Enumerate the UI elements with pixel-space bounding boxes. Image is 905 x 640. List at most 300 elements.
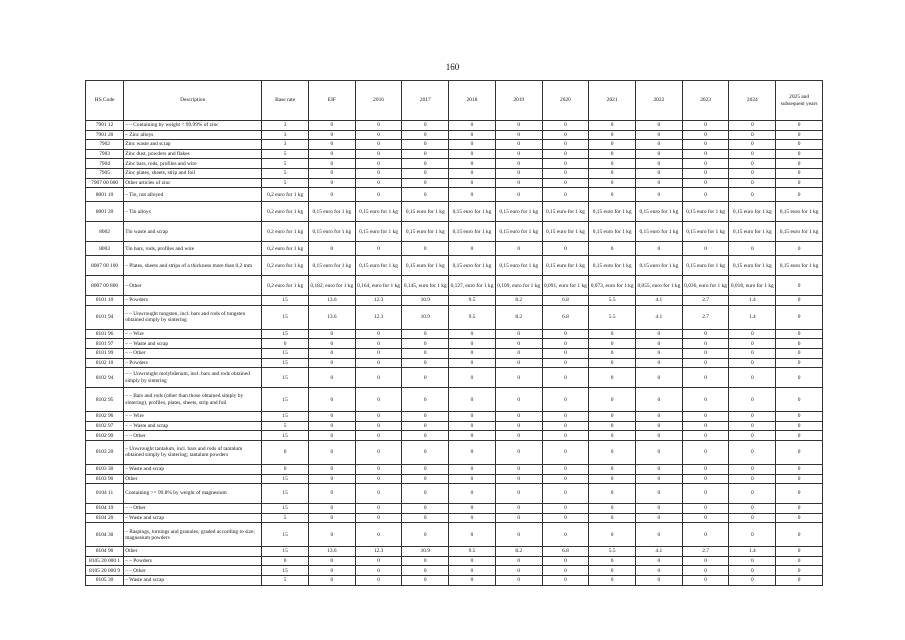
description-cell: – – Wire [124, 329, 262, 339]
rate-cell: 0 [495, 149, 542, 159]
rate-cell: 0 [729, 242, 776, 256]
rate-cell: 0 [589, 421, 636, 431]
hs-code-cell: 8102 94 [86, 368, 124, 388]
hs-code-cell: 8103 90 [86, 474, 124, 484]
table-row [86, 130, 823, 140]
rate-cell: 0 [776, 368, 823, 388]
rate-cell: 0 [729, 474, 776, 484]
rate-cell: 0,15 euro for 1 kg [355, 222, 402, 242]
description-cell: Zinc bars, rods, profiles and wire [124, 159, 262, 169]
description-cell: – Waste and scrap [124, 464, 262, 474]
hs-code-cell: 8102 97 [86, 421, 124, 431]
rate-cell: 12.3 [355, 547, 402, 557]
hs-code-cell: 8001 10 [86, 188, 124, 202]
rate-cell: 0 [262, 556, 309, 566]
description-cell: – Other [124, 276, 262, 296]
rate-cell: 0,2 euro for 1 kg [262, 188, 309, 202]
table-row [86, 388, 823, 412]
rate-cell: 5 [262, 513, 309, 523]
table-row [86, 504, 823, 514]
rate-cell: 0 [308, 339, 355, 349]
hs-code-cell: 7904 [86, 159, 124, 169]
table-row [86, 339, 823, 349]
rate-cell: 0 [682, 412, 729, 422]
rate-cell: 0 [308, 188, 355, 202]
rate-cell: 0,15 euro for 1 kg [308, 256, 355, 276]
rate-cell: 0 [402, 504, 449, 514]
rate-cell: 0 [776, 130, 823, 140]
hs-code-cell: 8105 20 000 1 [86, 556, 124, 566]
hs-code-cell: 8101 97 [86, 339, 124, 349]
rate-cell: 4.1 [636, 547, 683, 557]
rate-cell: 0 [449, 188, 496, 202]
rate-cell: 15 [262, 431, 309, 441]
rate-cell: 0 [402, 388, 449, 412]
rate-cell: 0 [402, 149, 449, 159]
rate-cell: 5.5 [589, 296, 636, 306]
rate-cell: 0 [776, 523, 823, 547]
description-cell: Tin waste and scrap [124, 222, 262, 242]
rate-cell: 0 [355, 121, 402, 131]
rate-cell: 0 [495, 431, 542, 441]
rate-cell: 0 [355, 188, 402, 202]
rate-cell: 0 [355, 368, 402, 388]
rate-cell: 9.5 [449, 296, 496, 306]
rate-cell: 0,15 euro for 1 kg [449, 256, 496, 276]
rate-cell: 0 [776, 412, 823, 422]
hs-code-cell: 8105 20 000 9 [86, 566, 124, 576]
hs-code-cell: 7903 [86, 149, 124, 159]
table-row [86, 178, 823, 188]
rate-cell: 0 [682, 329, 729, 339]
table-row [86, 421, 823, 431]
rate-cell: 0,073, euro for 1 kg [589, 276, 636, 296]
rate-cell: 0 [589, 149, 636, 159]
rate-cell: 0,127, euro for 1 kg [449, 276, 496, 296]
rate-cell: 0,15 euro for 1 kg [682, 256, 729, 276]
column-header: 2023 [682, 81, 729, 121]
rate-cell: 0 [308, 242, 355, 256]
rate-cell: 0 [729, 348, 776, 358]
rate-cell: 0 [495, 130, 542, 140]
rate-cell: 0 [495, 140, 542, 150]
rate-cell: 0 [636, 149, 683, 159]
rate-cell: 0 [355, 504, 402, 514]
rate-cell: 13.6 [308, 305, 355, 329]
rate-cell: 0 [355, 431, 402, 441]
rate-cell: 0 [636, 431, 683, 441]
rate-cell: 0,2 euro for 1 kg [262, 256, 309, 276]
rate-cell: 0 [589, 464, 636, 474]
rate-cell: 0 [542, 188, 589, 202]
rate-cell: 0 [495, 358, 542, 368]
rate-cell: 1.4 [729, 305, 776, 329]
rate-cell: 0 [402, 431, 449, 441]
hs-code-cell: 8104 90 [86, 547, 124, 557]
hs-code-cell: 8104 19 [86, 504, 124, 514]
table-row [86, 305, 823, 329]
rate-cell: 0 [776, 188, 823, 202]
rate-cell: 0,15 euro for 1 kg [308, 222, 355, 242]
rate-cell: 0 [729, 440, 776, 464]
rate-cell: 0 [308, 121, 355, 131]
rate-cell: 6.8 [542, 305, 589, 329]
rate-cell: 0,2 euro for 1 kg [262, 276, 309, 296]
rate-cell: 0 [449, 464, 496, 474]
rate-cell: 0 [355, 576, 402, 586]
rate-cell: 0 [355, 388, 402, 412]
rate-cell: 0 [355, 412, 402, 422]
rate-cell: 0 [542, 339, 589, 349]
rate-cell: 9.5 [449, 305, 496, 329]
rate-cell: 12.3 [355, 296, 402, 306]
rate-cell: 0 [402, 523, 449, 547]
description-cell: – Plates, sheets and strips of a thickness more than 0,2 mm [124, 256, 262, 276]
rate-cell: 0 [636, 513, 683, 523]
rate-cell: 0 [355, 168, 402, 178]
rate-cell: 0 [729, 566, 776, 576]
rate-cell: 0 [729, 339, 776, 349]
rate-cell: 0 [308, 388, 355, 412]
rate-cell: 0 [308, 358, 355, 368]
rate-cell: 0 [542, 368, 589, 388]
rate-cell: 15 [262, 566, 309, 576]
rate-cell: 15 [262, 412, 309, 422]
rate-cell: 0,15 euro for 1 kg [589, 222, 636, 242]
rate-cell: 0 [776, 440, 823, 464]
rate-cell: 0 [636, 576, 683, 586]
rate-cell: 0 [449, 140, 496, 150]
rate-cell: 0 [776, 296, 823, 306]
rate-cell: 0,15 euro for 1 kg [636, 202, 683, 222]
rate-cell: 0 [495, 513, 542, 523]
rate-cell: 0 [636, 188, 683, 202]
rate-cell: 0 [682, 421, 729, 431]
column-header: 2017 [402, 81, 449, 121]
rate-cell: 0 [542, 348, 589, 358]
rate-cell: 0 [355, 140, 402, 150]
hs-code-cell: 7907 00 000 [86, 178, 124, 188]
rate-cell: 1.4 [729, 296, 776, 306]
description-cell: Tin bars, rods, profiles and wire [124, 242, 262, 256]
rate-cell: 0 [776, 513, 823, 523]
rate-cell: 0,15 euro for 1 kg [589, 202, 636, 222]
rate-cell: 0 [308, 178, 355, 188]
rate-cell: 2.7 [682, 547, 729, 557]
rate-cell: 0 [402, 348, 449, 358]
rate-cell: 0 [495, 388, 542, 412]
rate-cell: 0 [682, 168, 729, 178]
rate-cell: 0 [495, 339, 542, 349]
rate-cell: 0 [402, 358, 449, 368]
rate-cell: 0 [308, 140, 355, 150]
rate-cell: 0 [495, 159, 542, 169]
rate-cell: 0 [776, 305, 823, 329]
rate-cell: 0 [729, 504, 776, 514]
rate-cell: 12.3 [355, 305, 402, 329]
rate-cell: 0 [636, 523, 683, 547]
table-row [86, 358, 823, 368]
rate-cell: 0,018, euro for 1 kg [729, 276, 776, 296]
description-cell: Zinc plates, sheets, strip and foil [124, 168, 262, 178]
table-row [86, 484, 823, 504]
rate-cell: 0 [776, 388, 823, 412]
rate-cell: 0 [542, 464, 589, 474]
rate-cell: 0 [542, 566, 589, 576]
tariff-schedule-table [85, 80, 823, 586]
hs-code-cell: 8103 20 [86, 440, 124, 464]
rate-cell: 0 [449, 368, 496, 388]
column-header: 2021 [589, 81, 636, 121]
rate-cell: 6.8 [542, 547, 589, 557]
rate-cell: 0 [542, 329, 589, 339]
rate-cell: 0 [262, 339, 309, 349]
rate-cell: 0 [355, 474, 402, 484]
column-header: HS Code [86, 81, 124, 121]
rate-cell: 0 [682, 556, 729, 566]
rate-cell: 0,15 euro for 1 kg [729, 222, 776, 242]
rate-cell: 0 [449, 149, 496, 159]
hs-code-cell: 8007 00 100 [86, 256, 124, 276]
rate-cell: 0 [449, 484, 496, 504]
rate-cell: 0,15 euro for 1 kg [449, 202, 496, 222]
rate-cell: 0 [636, 348, 683, 358]
rate-cell: 0 [729, 358, 776, 368]
rate-cell: 0 [589, 388, 636, 412]
rate-cell: 0 [589, 484, 636, 504]
rate-cell: 0 [262, 464, 309, 474]
rate-cell: 15 [262, 547, 309, 557]
rate-cell: 0 [729, 556, 776, 566]
rate-cell: 0 [776, 421, 823, 431]
rate-cell: 0 [729, 121, 776, 131]
rate-cell: 0 [636, 388, 683, 412]
rate-cell: 0 [589, 159, 636, 169]
table-row [86, 566, 823, 576]
rate-cell: 9.5 [449, 547, 496, 557]
description-cell: – Powders [124, 296, 262, 306]
table-row [86, 412, 823, 422]
rate-cell: 8.2 [495, 547, 542, 557]
rate-cell: 0 [589, 242, 636, 256]
hs-code-cell: 8104 20 [86, 513, 124, 523]
rate-cell: 0 [355, 130, 402, 140]
rate-cell: 0 [402, 368, 449, 388]
rate-cell: 5 [262, 149, 309, 159]
rate-cell: 0 [495, 556, 542, 566]
rate-cell: 0 [495, 464, 542, 474]
description-cell: – – Containing by weight < 99.99% of zinc [124, 121, 262, 131]
rate-cell: 8.2 [495, 305, 542, 329]
rate-cell: 0,2 euro for 1 kg [262, 222, 309, 242]
rate-cell: 0 [776, 140, 823, 150]
rate-cell: 0 [682, 140, 729, 150]
description-cell: – – Other [124, 348, 262, 358]
rate-cell: 0 [682, 242, 729, 256]
rate-cell: 0 [776, 566, 823, 576]
rate-cell: 0 [449, 339, 496, 349]
description-cell: Other [124, 474, 262, 484]
rate-cell: 0 [682, 431, 729, 441]
rate-cell: 0,091, euro for 1 kg [542, 276, 589, 296]
rate-cell: 0 [449, 421, 496, 431]
description-cell: – – Powders [124, 556, 262, 566]
rate-cell: 0,15 euro for 1 kg [729, 256, 776, 276]
rate-cell: 0 [636, 140, 683, 150]
rate-cell: 0 [449, 523, 496, 547]
rate-cell: 0,15 euro for 1 kg [542, 202, 589, 222]
rate-cell: 0 [402, 556, 449, 566]
rate-cell: 0 [355, 339, 402, 349]
rate-cell: 0 [682, 339, 729, 349]
rate-cell: 0 [729, 368, 776, 388]
table-row [86, 368, 823, 388]
rate-cell: 0 [542, 159, 589, 169]
description-cell: – Powders [124, 358, 262, 368]
description-cell: Zinc waste and scrap [124, 140, 262, 150]
rate-cell: 0 [495, 121, 542, 131]
rate-cell: 0 [682, 159, 729, 169]
rate-cell: 0 [308, 329, 355, 339]
rate-cell: 0 [262, 440, 309, 464]
rate-cell: 10.9 [402, 547, 449, 557]
rate-cell: 0 [636, 168, 683, 178]
rate-cell: 0 [542, 242, 589, 256]
description-cell: – Zinc alloys [124, 130, 262, 140]
rate-cell: 0 [402, 464, 449, 474]
rate-cell: 0 [729, 576, 776, 586]
rate-cell: 15 [262, 305, 309, 329]
rate-cell: 0 [589, 130, 636, 140]
rate-cell: 10.9 [402, 305, 449, 329]
hs-code-cell: 7901 20 [86, 130, 124, 140]
rate-cell: 0 [636, 242, 683, 256]
rate-cell: 0,15 euro for 1 kg [682, 202, 729, 222]
table-row [86, 348, 823, 358]
table-row [86, 202, 823, 222]
rate-cell: 0 [495, 523, 542, 547]
rate-cell: 0 [682, 121, 729, 131]
rate-cell: 0 [636, 412, 683, 422]
description-cell: Containing >= 99.8% by weight of magnesium [124, 484, 262, 504]
rate-cell: 0 [542, 140, 589, 150]
rate-cell: 0,15 euro for 1 kg [542, 256, 589, 276]
table-row [86, 188, 823, 202]
rate-cell: 0 [729, 188, 776, 202]
rate-cell: 0 [542, 431, 589, 441]
rate-cell: 0 [682, 513, 729, 523]
rate-cell: 0 [682, 566, 729, 576]
rate-cell: 0,15 euro for 1 kg [776, 202, 823, 222]
table-row [86, 474, 823, 484]
rate-cell: 0 [776, 121, 823, 131]
rate-cell: 0 [449, 576, 496, 586]
hs-code-cell: 7901 12 [86, 121, 124, 131]
table-row [86, 149, 823, 159]
rate-cell: 0 [495, 348, 542, 358]
rate-cell: 0 [636, 421, 683, 431]
rate-cell: 0,15 euro for 1 kg [776, 256, 823, 276]
rate-cell: 0 [589, 576, 636, 586]
rate-cell: 0 [682, 388, 729, 412]
description-cell: Zinc dust, powders and flakes [124, 149, 262, 159]
rate-cell: 0 [402, 188, 449, 202]
rate-cell: 0 [355, 484, 402, 504]
rate-cell: 0 [308, 412, 355, 422]
rate-cell: 0 [729, 523, 776, 547]
rate-cell: 0 [589, 431, 636, 441]
rate-cell: 0 [355, 566, 402, 576]
table-row [86, 431, 823, 441]
rate-cell: 0 [682, 178, 729, 188]
rate-cell: 0 [495, 412, 542, 422]
rate-cell: 0 [682, 474, 729, 484]
rate-cell: 15 [262, 329, 309, 339]
rate-cell: 0 [589, 474, 636, 484]
rate-cell: 0 [729, 168, 776, 178]
rate-cell: 0 [729, 513, 776, 523]
rate-cell: 0 [729, 130, 776, 140]
rate-cell: 0 [308, 504, 355, 514]
rate-cell: 13.6 [308, 547, 355, 557]
rate-cell: 0,15 euro for 1 kg [402, 222, 449, 242]
rate-cell: 0,182, euro for 1 kg [308, 276, 355, 296]
hs-code-cell: 8101 94 [86, 305, 124, 329]
rate-cell: 0 [542, 513, 589, 523]
description-cell: – Waste and scrap [124, 576, 262, 586]
rate-cell: 0 [542, 576, 589, 586]
rate-cell: 0 [402, 339, 449, 349]
rate-cell: 15 [262, 523, 309, 547]
rate-cell: 0 [542, 440, 589, 464]
rate-cell: 0 [729, 329, 776, 339]
rate-cell: 0 [355, 348, 402, 358]
rate-cell: 3 [262, 130, 309, 140]
table-row [86, 556, 823, 566]
rate-cell: 0 [308, 421, 355, 431]
rate-cell: 0 [402, 130, 449, 140]
hs-code-cell: 8102 96 [86, 412, 124, 422]
rate-cell: 0 [636, 464, 683, 474]
hs-code-cell: 8001 20 [86, 202, 124, 222]
rate-cell: 0 [636, 474, 683, 484]
rate-cell: 0,15 euro for 1 kg [355, 202, 402, 222]
rate-cell: 0 [449, 159, 496, 169]
rate-cell: 0 [776, 339, 823, 349]
rate-cell: 0 [589, 348, 636, 358]
rate-cell: 0 [589, 412, 636, 422]
rate-cell: 5.5 [589, 547, 636, 557]
rate-cell: 0,15 euro for 1 kg [636, 222, 683, 242]
rate-cell: 3 [262, 121, 309, 131]
rate-cell: 0 [542, 412, 589, 422]
table-row [86, 576, 823, 586]
rate-cell: 15 [262, 388, 309, 412]
rate-cell: 0 [495, 484, 542, 504]
rate-cell: 8.2 [495, 296, 542, 306]
rate-cell: 0 [776, 329, 823, 339]
rate-cell: 0 [449, 412, 496, 422]
rate-cell: 0 [729, 388, 776, 412]
table-row [86, 464, 823, 474]
rate-cell: 0 [776, 484, 823, 504]
rate-cell: 0 [308, 523, 355, 547]
description-cell: – Raspings, turnings and granules, graded according to size; magnesium powders [124, 523, 262, 547]
rate-cell: 0 [355, 358, 402, 368]
table-row [86, 222, 823, 242]
rate-cell: 0 [589, 188, 636, 202]
rate-cell: 0 [776, 431, 823, 441]
